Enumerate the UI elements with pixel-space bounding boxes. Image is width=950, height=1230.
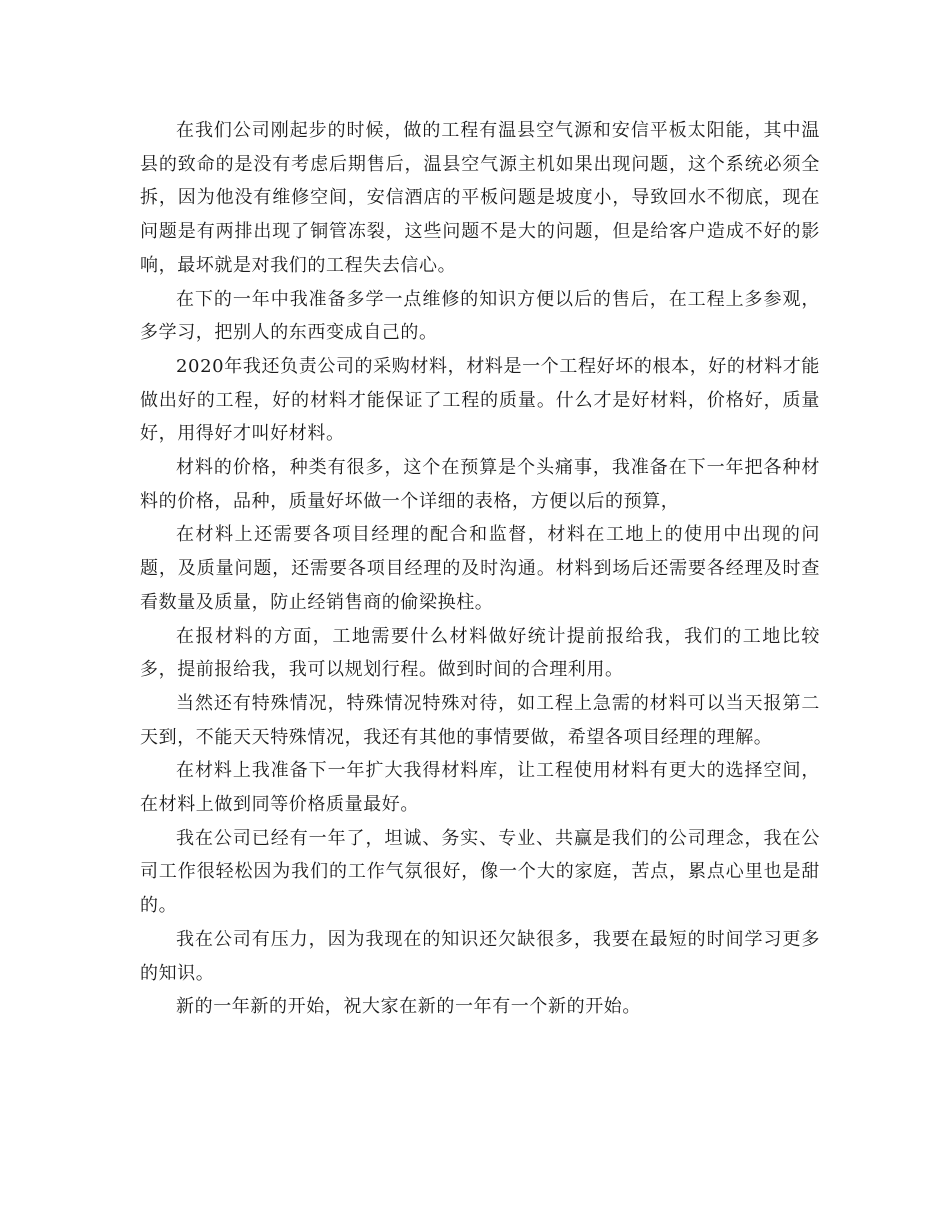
paragraph-1: 在我们公司刚起步的时候，做的工程有温县空气源和安信平板太阳能，其中温县的致命的是没有考虑后期售后，温县空气源主机如果出现问题，这个系统必须全拆，因为他没有维修空间，安信酒店的平板问题是坡度小，导致回水不彻底，现在问题是有两排出现了铜管冻裂，这些问题不是大的问题，但是给客户造成不好的影响，最坏就是对我们的工程失去信心。 xyxy=(140,120,820,276)
paragraph-8: 在材料上我准备下一年扩大我得材料库，让工程使用材料有更大的选择空间，在材料上做到同等价格质量最好。 xyxy=(140,760,820,816)
paragraph-3: 2020年我还负责公司的采购材料，材料是一个工程好坏的根本，好的材料才能做出好的工程，好的材料才能保证了工程的质量。什么才是好材料，价格好，质量好，用得好才叫好材料。 xyxy=(140,355,820,445)
document-body xyxy=(140,114,820,1024)
paragraph-11: 新的一年新的开始，祝大家在新的一年有一个新的开始。 xyxy=(176,996,641,1018)
paragraph-9: 我在公司已经有一年了，坦诚、务实、专业、共赢是我们的公司理念，我在公司工作很轻松因为我们的工作气氛很好，像一个大的家庭，苦点，累点心里也是甜的。 xyxy=(140,827,820,917)
paragraph-2: 在下的一年中我准备多学一点维修的知识方便以后的售后，在工程上多参观，多学习，把别人的东西变成自己的。 xyxy=(140,288,820,344)
paragraph-10: 我在公司有压力，因为我现在的知识还欠缺很多，我要在最短的时间学习更多的知识。 xyxy=(140,928,820,984)
paragraph-7: 当然还有特殊情况，特殊情况特殊对待，如工程上急需的材料可以当天报第二天到，不能天天特殊情况，我还有其他的事情要做，希望各项目经理的理解。 xyxy=(140,692,820,748)
paragraph-6: 在报材料的方面，工地需要什么材料做好统计提前报给我，我们的工地比较多，提前报给我，我可以规划行程。做到时间的合理利用。 xyxy=(140,625,820,681)
paragraph-4: 材料的价格，种类有很多，这个在预算是个头痛事，我准备在下一年把各种材料的价格，品种，质量好坏做一个详细的表格，方便以后的预算， xyxy=(140,457,820,512)
paragraph-5: 在材料上还需要各项目经理的配合和监督，材料在工地上的使用中出现的问题，及质量问题，还需要各项目经理的及时沟通。材料到场后还需要各经理及时查看数量及质量，防止经销售商的偷梁换柱。 xyxy=(140,524,820,613)
